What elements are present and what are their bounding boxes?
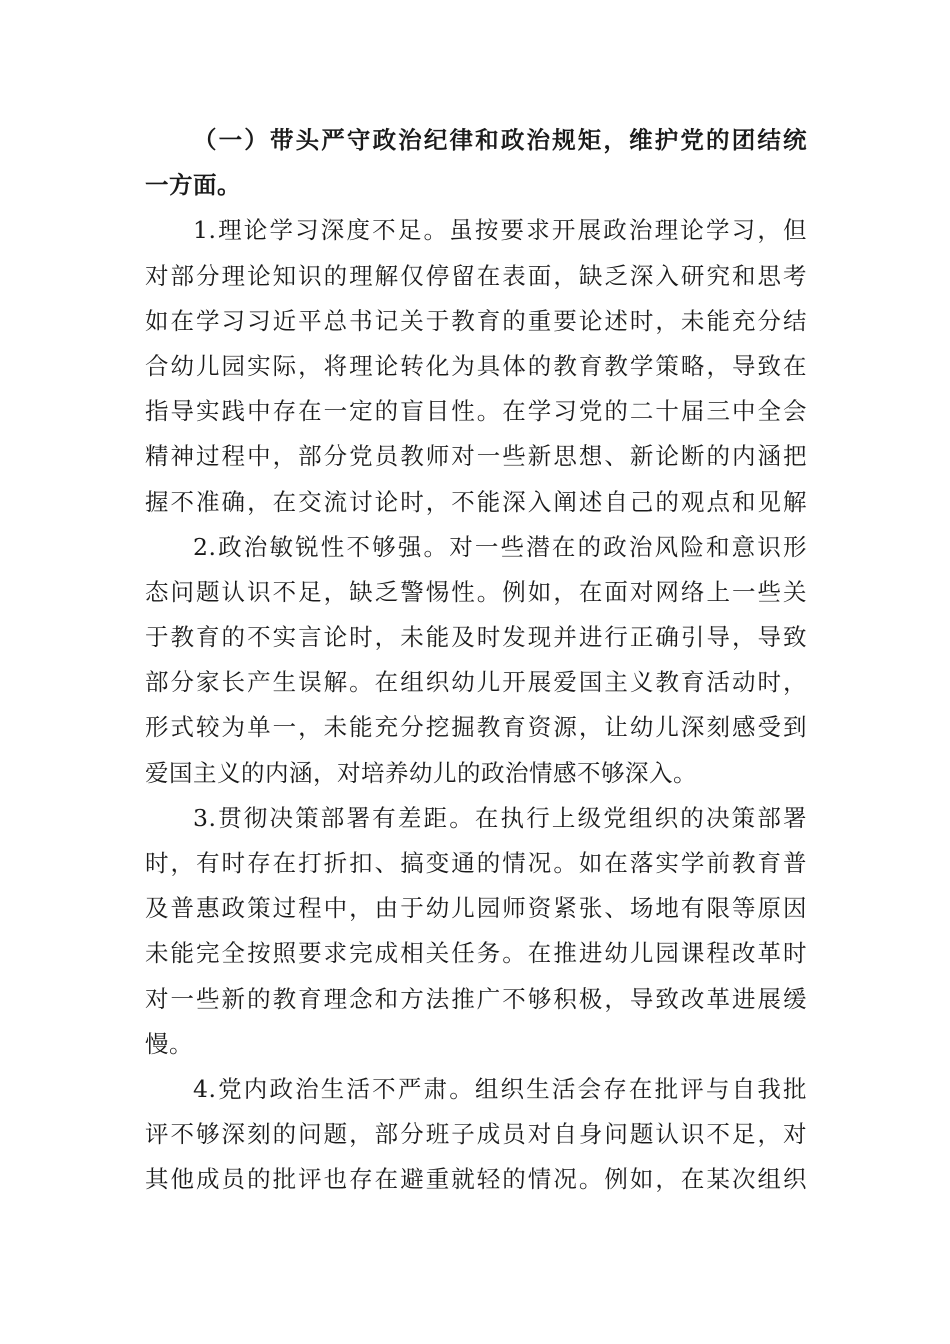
paragraph-1 [145, 208, 807, 524]
paragraph-line: 爱国主义的内涵，对培养幼儿的政治情感不够深入。 [145, 758, 697, 787]
paragraph-line: 于教育的不实言论时，未能及时发现并进行正确引导，导致 [145, 623, 807, 652]
paragraph-line: 对部分理论知识的理解仅停留在表面，缺乏深入研究和思考 [145, 261, 807, 290]
paragraph-line: 4.党内政治生活不严肃。组织生活会存在批评与自我批 [193, 1074, 807, 1103]
paragraph-line: 评不够深刻的问题，部分班子成员对自身问题认识不足，对 [145, 1120, 807, 1149]
paragraph-line: 及普惠政策过程中，由于幼儿园师资紧张、场地有限等原因 [145, 894, 807, 923]
paragraph-2 [145, 525, 807, 796]
paragraph-3 [145, 796, 807, 1067]
paragraph-line: 其他成员的批评也存在避重就轻的情况。例如，在某次组织 [145, 1165, 807, 1194]
paragraph-line: 部分家长产生误解。在组织幼儿开展爱国主义教育活动时， [145, 668, 807, 697]
paragraph-line: 指导实践中存在一定的盲目性。在学习党的二十届三中全会 [145, 397, 807, 426]
paragraph-line: 如在学习习近平总书记关于教育的重要论述时，未能充分结 [145, 306, 807, 335]
paragraph-line: 3.贯彻决策部署有差距。在执行上级党组织的决策部署 [193, 803, 807, 832]
paragraph-line: 慢。 [145, 1029, 193, 1058]
heading-line: 一方面。 [145, 171, 241, 200]
paragraph-line: 1.理论学习深度不足。虽按要求开展政治理论学习，但 [193, 216, 807, 245]
paragraph-line: 握不准确，在交流讨论时，不能深入阐述自己的观点和见解 [145, 487, 807, 516]
heading-line: （一）带头严守政治纪律和政治规矩，维护党的团结统 [193, 126, 807, 154]
paragraph-line: 未能完全按照要求完成相关任务。在推进幼儿园课程改革时 [145, 939, 807, 968]
paragraph-4 [145, 1067, 807, 1203]
paragraph-line: 2.政治敏锐性不够强。对一些潜在的政治风险和意识形 [193, 532, 807, 561]
paragraph-line: 精神过程中，部分党员教师对一些新思想、新论断的内涵把 [145, 442, 807, 471]
paragraph-line: 态问题认识不足，缺乏警惕性。例如，在面对网络上一些关 [145, 577, 807, 606]
paragraph-line: 时，有时存在打折扣、搞变通的情况。如在落实学前教育普 [145, 849, 807, 877]
paragraph-line: 对一些新的教育理念和方法推广不够积极，导致改革进展缓 [145, 984, 807, 1013]
paragraph-line: 形式较为单一，未能充分挖掘教育资源，让幼儿深刻感受到 [145, 713, 807, 742]
document-page [145, 118, 807, 1203]
section-heading [145, 118, 807, 208]
paragraph-line: 合幼儿园实际，将理论转化为具体的教育教学策略，导致在 [145, 351, 807, 380]
